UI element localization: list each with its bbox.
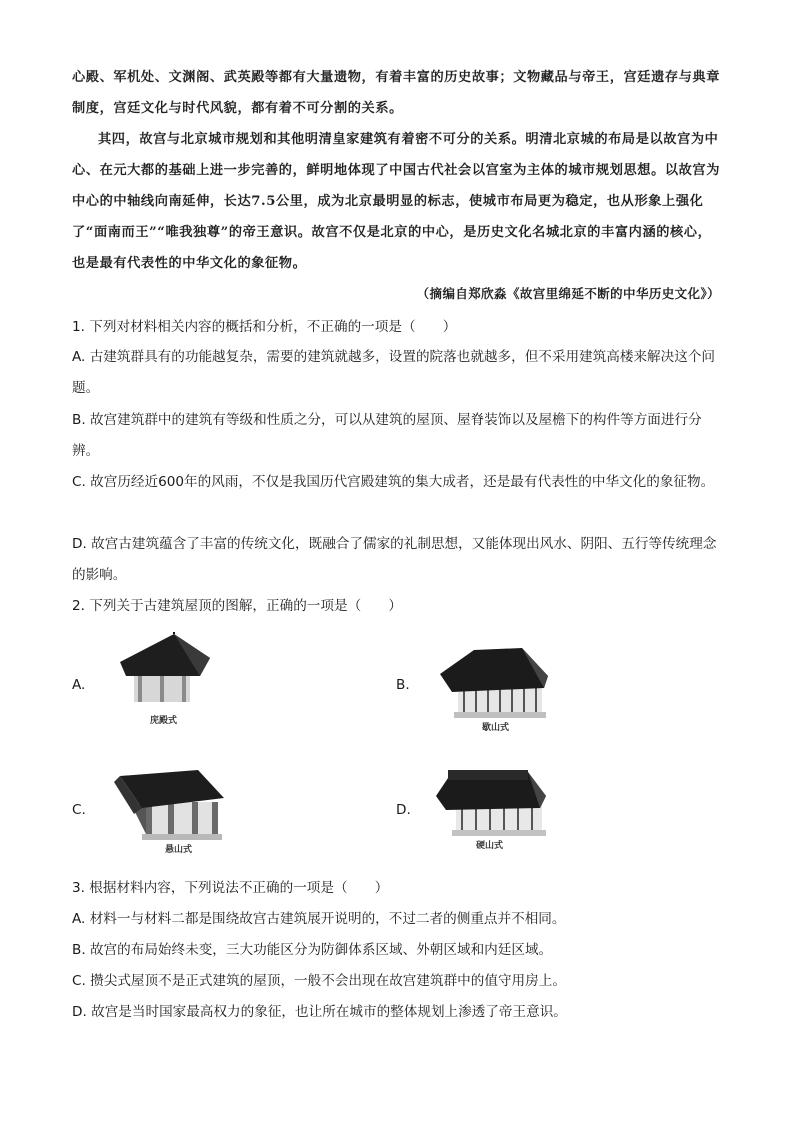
q1-option-a[interactable]: A. 古建筑群具有的功能越复杂，需要的建筑就越多，设置的院落也就越多，但不采用建筑高楼来解决这个问题。 [72, 349, 716, 396]
q2-option-a-letter[interactable]: A. [72, 677, 86, 693]
q2-option-d-image[interactable] [434, 760, 550, 840]
q3-option-b[interactable]: B. 故宫的布局始终未变，三大功能区分为防御体系区域、外朝区域和内廷区域。 [72, 942, 553, 958]
q2-option-c-letter[interactable]: C. [72, 802, 86, 818]
q2-option-a-caption: 庑殿式 [150, 716, 178, 726]
passage-source: （摘编自郑欣淼《故宫里绵延不断的中华历史文化》） [416, 286, 720, 301]
q3-option-d[interactable]: D. 故宫是当时国家最高权力的象征，也让所在城市的整体规划上渗透了帝王意识。 [72, 1004, 567, 1020]
q1-option-c[interactable]: C. 故宫历经近600年的风雨，不仅是我国历代宫殿建筑的集大成者，还是最有代表性的中华文化的象征物。 [72, 474, 715, 490]
q1-option-b[interactable]: B. 故宫建筑群中的建筑有等级和性质之分，可以从建筑的屋顶、屋脊装饰以及屋檐下的构件等方面进行分辨。 [72, 412, 702, 459]
q1-stem: 1. 下列对材料相关内容的概括和分析，不正确的一项是（ ） [72, 319, 457, 335]
q2-stem: 2. 下列关于古建筑屋顶的图解，正确的一项是（ ） [72, 598, 402, 614]
q2-option-b-letter[interactable]: B. [396, 677, 410, 693]
q3-option-a[interactable]: A. 材料一与材料二都是围绕故宫古建筑展开说明的，不过二者的侧重点并不相同。 [72, 911, 566, 927]
q1-option-d[interactable]: D. 故宫古建筑蕴含了丰富的传统文化，既融合了儒家的礼制思想，又能体现出风水、阴阳、五行等传统理念的影响。 [72, 536, 717, 583]
q2-option-d-caption: 硬山式 [476, 841, 504, 851]
q2-option-b-caption: 歇山式 [482, 723, 510, 733]
q2-option-d-letter[interactable]: D. [396, 802, 411, 818]
q2-option-b-image[interactable] [436, 642, 552, 722]
q2-option-c-image[interactable] [112, 768, 228, 844]
q2-option-a-image[interactable] [116, 632, 212, 714]
q2-option-c-caption: 悬山式 [165, 845, 193, 855]
q3-stem: 3. 根据材料内容，下列说法不正确的一项是（ ） [72, 880, 389, 896]
passage-paragraph-2: 其四，故宫与北京城市规划和其他明清皇家建筑有着密不可分的关系。明清北京城的布局是以故宫为中心、在元大都的基础上进一步完善的，鲜明地体现了中国古代社会以宫室为主体的城市规划思想。以故宫为中心的中轴线向南延伸，长达7.5公里，成为北京最明显的标志，使城市布局更为稳定，也从形象上强化了“面南而王”“唯我独尊”的帝王意识。故宫不仅是北京的中心，是历史文化名城北京的丰富内涵的核心，也是最有代表性的中华文化的象征物。 [72, 132, 721, 271]
q3-option-c[interactable]: C. 攒尖式屋顶不是正式建筑的屋顶，一般不会出现在故宫建筑群中的值守用房上。 [72, 973, 566, 989]
passage-paragraph-1: 心殿、军机处、文渊阁、武英殿等都有大量遗物，有着丰富的历史故事；文物藏品与帝王，宫廷遗存与典章制度，宫廷文化与时代风貌，都有着不可分割的关系。 [72, 70, 721, 116]
